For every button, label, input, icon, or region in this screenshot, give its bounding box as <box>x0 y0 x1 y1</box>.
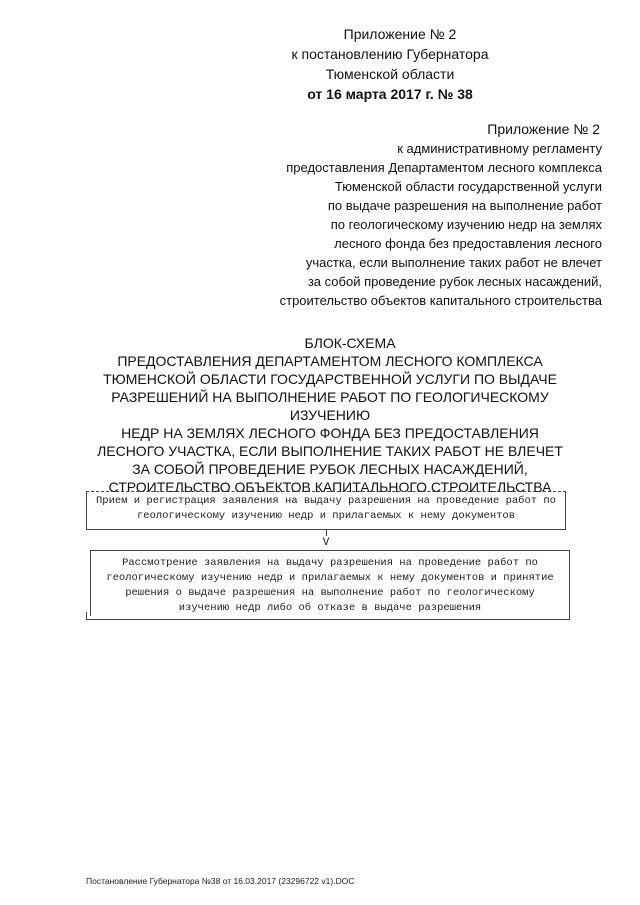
flow-step-2-line: изучению недр либо об отказе в выдаче разрешения <box>178 602 482 614</box>
appendix-2-to-resolution <box>240 24 540 104</box>
flow-step-2-line: Рассмотрение заявления на выдачу разрешения на проведение работ по <box>122 557 538 569</box>
title-line: БЛОК-СХЕМА <box>304 335 396 351</box>
flow-step-2-line: решения о выдаче разрешения на выполнение работ по геологическому <box>125 587 535 599</box>
appendix-number: Приложение № 2 <box>343 26 457 42</box>
regulation-appendix-line: за собой проведение рубок лесных насаждений, <box>307 274 602 289</box>
regulation-appendix-line: участка, если выполнение таких работ не влечет <box>305 255 602 270</box>
flow-step-1-line: геологическому изучению недр и прилагаемых к нему документов <box>136 510 516 522</box>
flow-step-2-box <box>90 550 570 616</box>
regulation-appendix-line: предоставления Департаментом лесного комплекса <box>286 160 602 175</box>
flow-step-1-box <box>86 491 566 525</box>
flow-step-2-border <box>86 612 570 620</box>
regulation-appendix-line: по выдаче разрешения на выполнение работ <box>327 198 602 213</box>
region-name: Тюменской области <box>325 66 455 82</box>
regulation-appendix-line: по геологическому изучению недр на землях <box>330 217 602 232</box>
title-line: СТРОИТЕЛЬСТВО ОБЪЕКТОВ КАПИТАЛЬНОГО СТРОИТЕЛЬСТВА <box>108 479 552 495</box>
title-line: РАЗРЕШЕНИЙ НА ВЫПОЛНЕНИЕ РАБОТ ПО ГЕОЛОГИЧЕСКОМУ ИЗУЧЕНИЮ <box>111 389 549 423</box>
flow-arrow <box>0 530 640 550</box>
regulation-appendix-line: лесного фонда без предоставления лесного <box>334 236 602 251</box>
resolution-date-number: от 16 марта 2017 г. № 38 <box>307 86 473 102</box>
flow-arrow-stem <box>326 530 327 536</box>
flow-step-2-line: геологическому изучению недр и прилагаемых к нему документов и принятие <box>106 572 554 584</box>
regulation-appendix-line: к административному регламенту <box>397 141 602 156</box>
document-footer: Постановление Губернатора №38 от 16.03.2017 (23296722 v1).DOC <box>86 876 355 886</box>
regulation-appendix-line: Приложение № 2 <box>487 121 600 137</box>
appendix-2-to-regulation <box>232 120 602 310</box>
flowchart-title <box>90 334 570 496</box>
down-arrow-icon: V <box>322 537 330 549</box>
resolution-reference: к постановлению Губернатора <box>291 46 489 62</box>
flow-step-1-line: Прием и регистрация заявления на выдачу разрешения на проведение работ по <box>96 495 556 507</box>
regulation-appendix-line: Тюменской области государственной услуги <box>334 179 602 194</box>
title-line: ЛЕСНОГО УЧАСТКА, ЕСЛИ ВЫПОЛНЕНИЕ ТАКИХ РАБОТ НЕ ВЛЕЧЕТ <box>97 443 563 459</box>
title-line: ПРЕДОСТАВЛЕНИЯ ДЕПАРТАМЕНТОМ ЛЕСНОГО КОМПЛЕКСА <box>117 353 543 369</box>
title-line: НЕДР НА ЗЕМЛЯХ ЛЕСНОГО ФОНДА БЕЗ ПРЕДОСТАВЛЕНИЯ <box>121 425 539 441</box>
title-line: ЗА СОБОЙ ПРОВЕДЕНИЕ РУБОК ЛЕСНЫХ НАСАЖДЕНИЙ, <box>132 461 528 477</box>
title-line: ТЮМЕНСКОЙ ОБЛАСТИ ГОСУДАРСТВЕННОЙ УСЛУГИ ПО ВЫДАЧЕ <box>103 371 557 387</box>
regulation-appendix-line: строительство объектов капитального строительства <box>279 293 602 308</box>
